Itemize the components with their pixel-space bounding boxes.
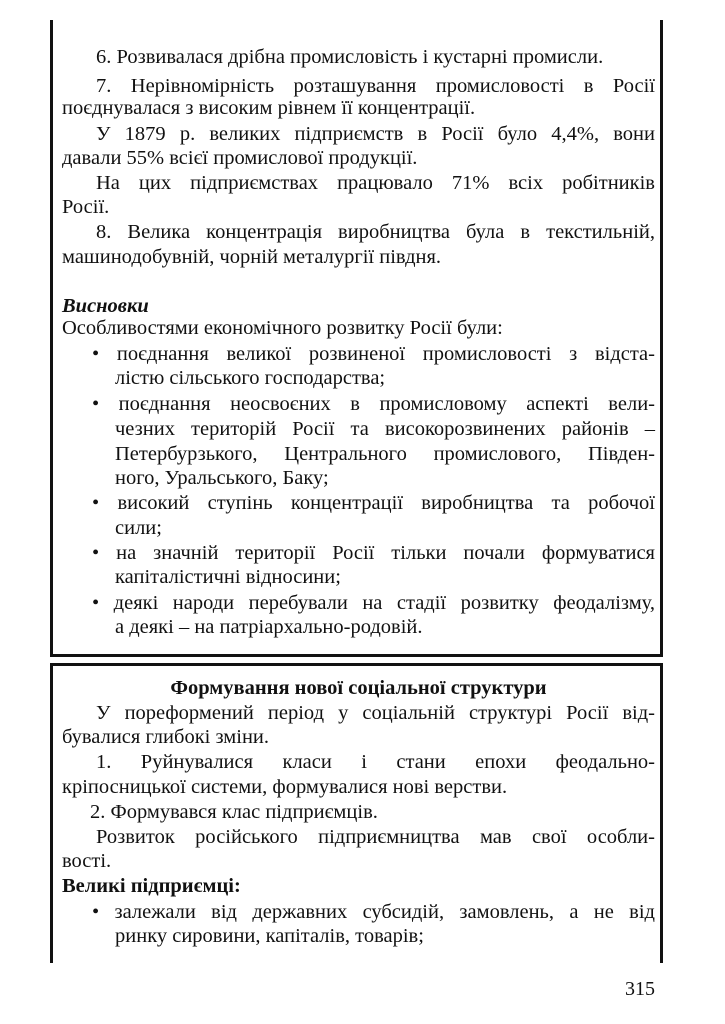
section1-text-line: • поєднання неосвоєних в промисловому аспекті вели- bbox=[92, 393, 655, 415]
page-number: 315 bbox=[625, 978, 655, 1000]
section2-text-line: вості. bbox=[62, 850, 112, 872]
section2-heading: Формування нової соціальної структури bbox=[170, 677, 547, 699]
section1-text-line: 7. Нерівномірність розташування промисловості в Росії bbox=[96, 75, 655, 97]
section1-text-line: Особливостями економічного розвитку Росії були: bbox=[62, 317, 503, 339]
section1-text-line: поєднувалася з високим рівнем її концентрації. bbox=[62, 97, 476, 119]
section1-heading: Висновки bbox=[62, 295, 149, 317]
section1-text-line: давали 55% всієї промислової продукції. bbox=[62, 147, 418, 169]
section2-text-line: Розвиток російського підприємництва мав свої особли- bbox=[96, 826, 655, 848]
section2-text-line: кріпосницької системи, формувалися нові верстви. bbox=[62, 776, 508, 798]
section1-text-line: капіталістичні відносини; bbox=[115, 566, 341, 588]
section1-text-line: Росії. bbox=[62, 196, 110, 218]
section1-text-line: чезних територій Росії та високорозвинених районів – bbox=[115, 418, 655, 440]
section2-text-line: У пореформений період у соціальній структурі Росії від- bbox=[96, 702, 655, 724]
section1-text-line: • високий ступінь концентрації виробництва та робочої bbox=[92, 492, 655, 514]
section1-text-line: • деякі народи перебували на стадії розвитку феодалізму, bbox=[92, 592, 655, 614]
section1-text-line: • поєднання великої розвиненої промисловості з відста- bbox=[92, 343, 655, 365]
section1-text-line: а деякі – на патріархально-родовій. bbox=[115, 616, 423, 638]
section1-text-line: 8. Велика концентрація виробництва була в текстильній, bbox=[96, 221, 655, 243]
section1-text-line: • на значній території Росії тільки почали формуватися bbox=[92, 542, 655, 564]
section1-text-line: лістю сільського господарства; bbox=[115, 367, 386, 389]
section2-text-line: 2. Формувався клас підприємців. bbox=[90, 801, 378, 823]
section1-text-line: машинодобувній, чорній металургії півдня. bbox=[62, 246, 442, 268]
section2-text-line: 1. Руйнувалися класи і стани епохи феодально- bbox=[96, 751, 655, 773]
section1-text-line: На цих підприємствах працювало 71% всіх робітників bbox=[96, 172, 655, 194]
section1-text-line: Петербурзького, Центрального промислового, Півден- bbox=[115, 443, 655, 465]
section1-text-line: ного, Уральського, Баку; bbox=[115, 467, 329, 489]
section1-text-line: 6. Розвивалася дрібна промисловість і кустарні промисли. bbox=[96, 46, 604, 68]
section2-text-line: ринку сировини, капіталів, товарів; bbox=[115, 925, 424, 947]
section1-text-line: У 1879 р. великих підприємств в Росії було 4,4%, вони bbox=[96, 123, 655, 145]
section2-text-line: бувалися глибокі зміни. bbox=[62, 726, 270, 748]
section1-text-line: сили; bbox=[115, 517, 162, 539]
section2-heading: Великі підприємці: bbox=[62, 875, 241, 897]
section2-text-line: • залежали від державних субсидій, замовлень, а не від bbox=[92, 901, 655, 923]
